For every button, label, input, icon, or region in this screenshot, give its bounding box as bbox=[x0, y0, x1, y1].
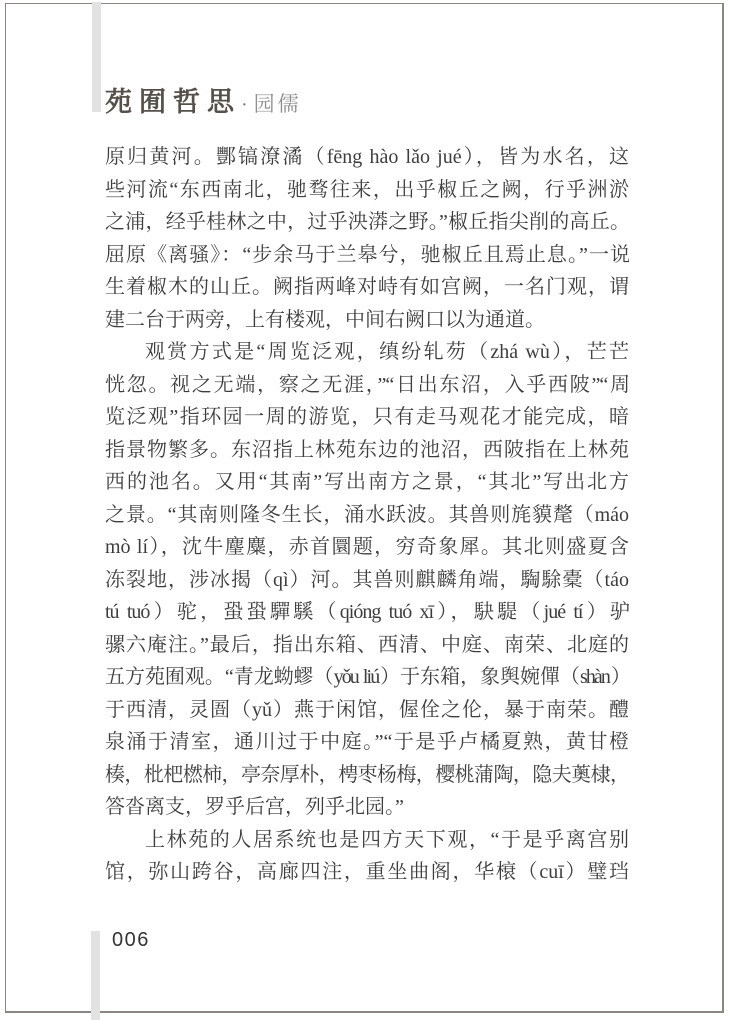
book-series-title: 苑囿哲思 bbox=[105, 87, 241, 117]
page-number: 006 bbox=[112, 929, 150, 951]
body-text-line: 答沓离支，罗乎后宫，列乎北园。” bbox=[105, 796, 404, 818]
body-text-line: 馆，弥山跨谷，高廊四注，重坐曲阁，华榱（cuī）璧珰 bbox=[105, 861, 629, 883]
body-text-line: 些河流“东西南北，驰骛往来，出乎椒丘之阙，行乎洲淤 bbox=[105, 178, 629, 201]
body-text-line: 五方苑囿观。“青龙蚴蟉（yǒu liú）于东箱，象舆婉僤（shàn） bbox=[105, 666, 629, 688]
header-accent-bar bbox=[92, 2, 101, 112]
body-text-line: 上林苑的人居系统也是四方天下观，“于是乎离宫别 bbox=[145, 828, 629, 851]
body-text-line: 建二台于两旁，上有楼观，中间右阙口以为通道。 bbox=[105, 308, 545, 331]
body-text-line: 之景。“其南则隆冬生长，涌水跃波。其兽则旄貘氂（máo bbox=[105, 503, 629, 526]
body-text-line: 骡六庵注。”最后，指出东箱、西清、中庭、南荣、北庭的 bbox=[105, 633, 629, 656]
body-text-line: 冻裂地，涉冰揭（qì）河。其兽则麒麟角端，騊駼橐（táo bbox=[105, 568, 629, 591]
body-text-line: 恍忽。视之无端，察之无涯，”“日出东沼，入乎西陂”“周 bbox=[105, 373, 629, 396]
body-text-line: 于西清，灵圄（yǔ）燕于闲馆，偓佺之伦，暴于南荣。醴 bbox=[105, 698, 629, 721]
body-text-line: 览泛观”指环园一周的游览，只有走马观花才能完成，暗 bbox=[105, 406, 629, 428]
page-footer bbox=[112, 929, 150, 952]
footer-accent-bar bbox=[91, 931, 100, 1020]
body-text-line: 泉涌于清室，通川过于中庭。”“于是乎卢橘夏熟，黄甘橙 bbox=[105, 731, 629, 753]
body-text-line: 之浦，经乎桂林之中，过乎泱漭之野。”椒丘指尖削的高丘。 bbox=[105, 211, 629, 233]
page-header bbox=[105, 80, 302, 119]
body-text-line: 生着椒木的山丘。阙指两峰对峙有如宫阙，一名门观，谓 bbox=[105, 276, 629, 298]
body-text-line: 楱，枇杷橪柿，亭奈厚朴，梬枣杨梅，樱桃蒲陶，隐夫薁棣， bbox=[105, 763, 629, 786]
body-text-line: 观赏方式是“周览泛观，缜纷轧芴（zhá wù），芒芒 bbox=[145, 341, 629, 363]
body-text bbox=[105, 141, 629, 889]
body-text-line: 西的池名。又用“其南”写出南方之景，“其北”写出北方 bbox=[105, 471, 629, 493]
body-text-line: tú tuó）驼，蛩蛩驒騱（qióng tuó xī），駃騠（jué tí）驴 bbox=[105, 601, 629, 623]
body-text-line: 屈原《离骚》：“步余马于兰皋兮，驰椒丘且焉止息。”一说 bbox=[105, 243, 629, 266]
body-text-line: 原归黄河。酆镐潦潏（fēng hào lǎo jué），皆为水名，这 bbox=[105, 146, 629, 168]
body-text-line: mò lí），沈牛麈麋，赤首圜题，穷奇象犀。其北则盛夏含 bbox=[105, 536, 629, 558]
title-separator: · bbox=[241, 94, 248, 116]
chapter-title: 园儒 bbox=[253, 92, 302, 116]
body-text-line: 指景物繁多。东沼指上林苑东边的池沼，西陂指在上林苑 bbox=[105, 438, 629, 461]
